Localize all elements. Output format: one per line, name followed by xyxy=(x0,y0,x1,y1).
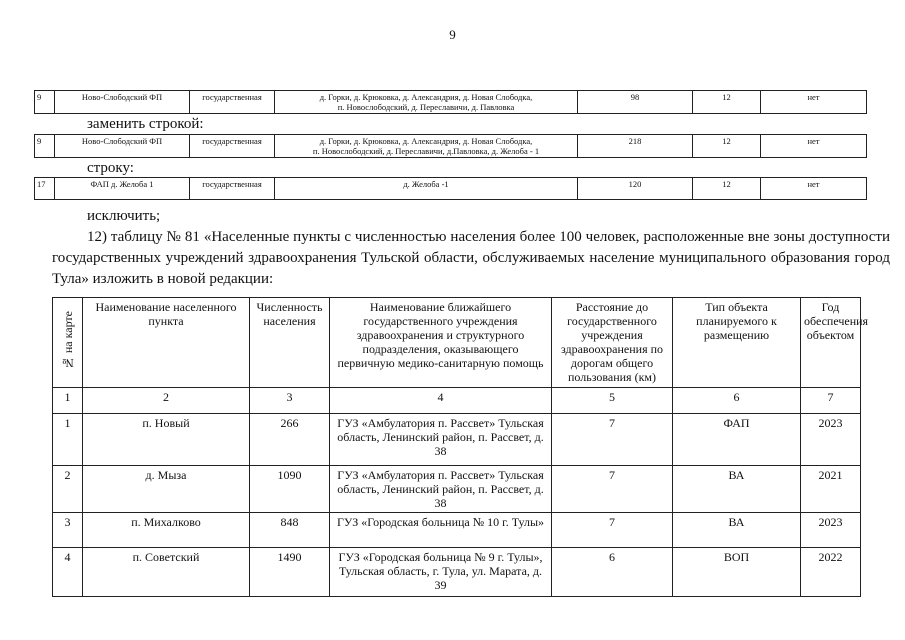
cell xyxy=(275,135,578,158)
table-row xyxy=(53,513,861,548)
cell: 9 xyxy=(35,135,55,158)
table-row xyxy=(35,178,867,200)
cell: 7 xyxy=(801,388,861,414)
paragraph xyxy=(52,227,890,290)
paragraph-line: Тула» изложить в новой редакции: xyxy=(52,271,274,287)
paragraph-line: государственных учреждений здравоохранения Тульской области, обслуживаемых население муниципального образования город xyxy=(52,250,890,266)
row-label: строку: xyxy=(87,160,134,176)
cell: ВА xyxy=(673,513,801,548)
cell: 6 xyxy=(673,388,801,414)
cell: ФАП xyxy=(673,414,801,466)
cell: ГУЗ «Городская больница № 10 г. Тулы» xyxy=(330,513,552,548)
cell: д. Мыза xyxy=(83,466,250,513)
replace-label: заменить строкой: xyxy=(87,116,204,132)
cell: 2021 xyxy=(801,466,861,513)
table-header-row xyxy=(53,298,861,388)
cell: 848 xyxy=(250,513,330,548)
column-header: Численность населения xyxy=(250,298,330,388)
column-header xyxy=(53,298,83,388)
table-row xyxy=(35,135,867,158)
cell: нет xyxy=(761,135,867,158)
cell: 1490 xyxy=(250,548,330,597)
cell: 2 xyxy=(83,388,250,414)
cell: 17 xyxy=(35,178,55,200)
new-row-table xyxy=(34,134,867,158)
cell: 2022 xyxy=(801,548,861,597)
column-header: Год обеспечения объектом xyxy=(801,298,861,388)
cell: д. Желоба -1 xyxy=(275,178,578,200)
cell: 12 xyxy=(693,91,761,114)
cell: нет xyxy=(761,91,867,114)
cell: ГУЗ «Амбулатория п. Рассвет» Тульская область, Ленинский район, п. Рассвет, д. 38 xyxy=(330,466,552,513)
header-text: № на карте xyxy=(60,311,75,371)
cell: государственная xyxy=(190,91,275,114)
cell: 2023 xyxy=(801,513,861,548)
cell: 6 xyxy=(552,548,673,597)
page-number: 9 xyxy=(449,27,456,42)
cell: 1 xyxy=(53,388,83,414)
cell-line: д. Горки, д. Крюковка, д. Александрия, д. Новая Слободка, xyxy=(319,92,533,102)
table-row xyxy=(53,414,861,466)
cell: 1 xyxy=(53,414,83,466)
cell: 1090 xyxy=(250,466,330,513)
column-header: Наименование населенного пункта xyxy=(83,298,250,388)
cell: 120 xyxy=(578,178,693,200)
cell: ФАП д. Желоба 1 xyxy=(55,178,190,200)
cell: 4 xyxy=(330,388,552,414)
table-row xyxy=(53,466,861,513)
cell: Ново-Слободский ФП xyxy=(55,135,190,158)
cell: 2 xyxy=(53,466,83,513)
cell: 218 xyxy=(578,135,693,158)
cell: ГУЗ «Амбулатория п. Рассвет» Тульская область, Ленинский район, п. Рассвет, д. 38 xyxy=(330,414,552,466)
paragraph-line: 12) таблицу № 81 «Населенные пункты с численностью населения более 100 человек, расположенные вне зоны доступности xyxy=(87,229,890,245)
cell: 5 xyxy=(552,388,673,414)
cell: 7 xyxy=(552,466,673,513)
cell-line: п. Новослободский, д. Переславичи, д.Павловка, д. Желоба - 1 xyxy=(312,146,540,156)
cell: 9 xyxy=(35,91,55,114)
cell: 7 xyxy=(552,513,673,548)
cell: государственная xyxy=(190,135,275,158)
cell: 266 xyxy=(250,414,330,466)
column-header: Расстояние до государственного учреждения здравоохранения по дорогам общего пользования (км) xyxy=(552,298,673,388)
cell: 2023 xyxy=(801,414,861,466)
cell: п. Советский xyxy=(83,548,250,597)
cell: 7 xyxy=(552,414,673,466)
cell: нет xyxy=(761,178,867,200)
main-table xyxy=(52,297,869,597)
old-row-table xyxy=(34,90,867,114)
cell: 4 xyxy=(53,548,83,597)
table-row xyxy=(35,91,867,114)
cell: государственная xyxy=(190,178,275,200)
cell: 3 xyxy=(53,513,83,548)
cell: п. Новый xyxy=(83,414,250,466)
cell: 12 xyxy=(693,178,761,200)
cell: 12 xyxy=(693,135,761,158)
deleted-row-table xyxy=(34,177,867,200)
cell xyxy=(275,91,578,114)
table-row xyxy=(53,388,861,414)
cell: 98 xyxy=(578,91,693,114)
cell: п. Михалково xyxy=(83,513,250,548)
cell-line: д. Горки, д. Крюковка, д. Александрия, д. Новая Слободка, xyxy=(319,136,533,146)
exclude-text: исключить; xyxy=(87,208,161,224)
table-row xyxy=(53,548,861,597)
cell: ГУЗ «Городская больница № 9 г. Тулы», Тульская область, г. Тула, ул. Марата, д. 39 xyxy=(330,548,552,597)
cell-line: п. Новослободский, д. Переславичи, д. Павловка xyxy=(337,102,515,112)
cell: 3 xyxy=(250,388,330,414)
cell: Ново-Слободский ФП xyxy=(55,91,190,114)
cell: ВА xyxy=(673,466,801,513)
column-header: Наименование ближайшего государственного учреждения здравоохранения и структурного подразделения, оказывающего первичную медико-санитарную помощь xyxy=(330,298,552,388)
cell: ВОП xyxy=(673,548,801,597)
column-header: Тип объекта планируемого к размещению xyxy=(673,298,801,388)
